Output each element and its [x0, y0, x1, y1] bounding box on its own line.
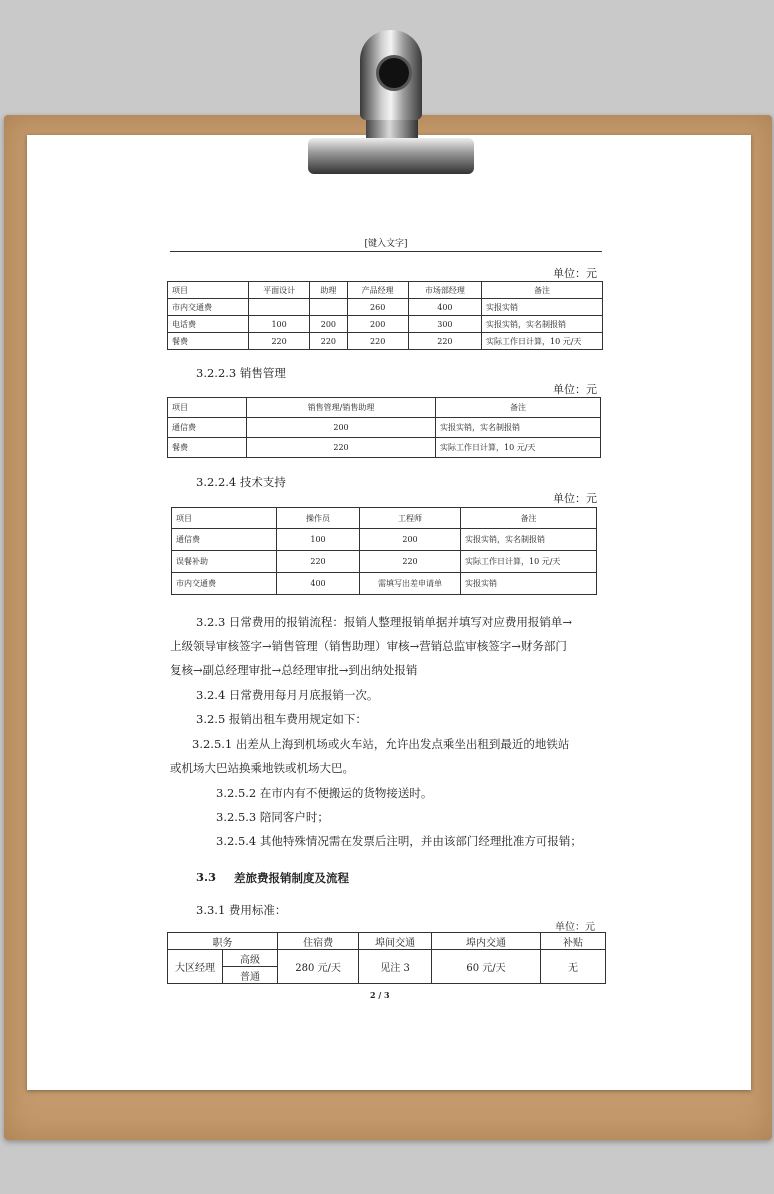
- cell: 误餐补助: [172, 551, 277, 573]
- header-cell: 项目: [168, 398, 247, 418]
- cell: 60 元/天: [432, 950, 541, 984]
- cell: 实报实销: [461, 573, 597, 595]
- section-heading-331: 3.3.1 费用标准：: [196, 903, 287, 917]
- para-323-line2: 上级领导审核签字→销售管理（销售助理）审核→营销总监审核签字→财务部门: [170, 639, 567, 653]
- cell: 实报实销: [482, 299, 603, 316]
- table-row: [172, 573, 597, 595]
- unit-label-2: 单位：元: [553, 383, 597, 396]
- table-row: [172, 508, 597, 529]
- table-row: [168, 299, 603, 316]
- cell: 400: [277, 573, 360, 595]
- cell: 实际工作日计算，10 元/天: [482, 333, 603, 350]
- cell: 餐费: [168, 333, 249, 350]
- header-cell: 销售管理/销售助理: [247, 398, 436, 418]
- cell: 100: [277, 529, 360, 551]
- cell: 200: [310, 316, 347, 333]
- cell: 餐费: [168, 438, 247, 458]
- para-325: 3.2.5 报销出租车费用规定如下：: [196, 712, 367, 726]
- cell: 实报实销，实名制报销: [482, 316, 603, 333]
- para-3251-line2: 或机场大巴站换乘地铁或机场大巴。: [170, 761, 354, 775]
- cell: 普通: [223, 967, 278, 984]
- cell: 市内交通费: [168, 299, 249, 316]
- cell: 实际工作日计算，10 元/天: [436, 438, 601, 458]
- unit-label-4: 单位：元: [555, 922, 595, 933]
- cell: 220: [277, 551, 360, 573]
- table-row: [172, 529, 597, 551]
- cell: 通信费: [168, 418, 247, 438]
- table-row: [172, 551, 597, 573]
- unit-label-3: 单位：元: [553, 492, 597, 505]
- header-cell: 埠间交通: [359, 933, 432, 950]
- header-cell: 埠内交通: [432, 933, 541, 950]
- header-cell: 操作员: [277, 508, 360, 529]
- cell: 260: [347, 299, 408, 316]
- cell: 200: [347, 316, 408, 333]
- header-cell: 备注: [482, 282, 603, 299]
- cell: 实报实销，实名制报销: [436, 418, 601, 438]
- cell: 400: [408, 299, 481, 316]
- cell: 大区经理: [168, 950, 223, 984]
- table-row: [168, 316, 603, 333]
- cell: 见注 3: [359, 950, 432, 984]
- table-row: [168, 398, 601, 418]
- unit-label-1: 单位：元: [553, 267, 597, 280]
- cell: 220: [347, 333, 408, 350]
- table-tech-support: [171, 507, 597, 595]
- header-cell: 住宿费: [278, 933, 359, 950]
- table-row: [168, 333, 603, 350]
- header-cell: 职务: [168, 933, 278, 950]
- clip-hole: [376, 55, 412, 91]
- cell: 220: [360, 551, 461, 573]
- cell: 220: [249, 333, 310, 350]
- cell: 220: [247, 438, 436, 458]
- para-3251-line1: 3.2.5.1 出差从上海到机场或火车站，允许出发点乘坐出租到最近的地铁站: [192, 737, 570, 751]
- header-cell: 项目: [172, 508, 277, 529]
- table-travel-standards: [167, 932, 606, 984]
- header-cell: 平面设计: [249, 282, 310, 299]
- cell: [310, 299, 347, 316]
- clip-base[interactable]: [308, 138, 474, 174]
- section-heading-3224: 3.2.2.4 技术支持: [196, 475, 286, 489]
- cell: 市内交通费: [172, 573, 277, 595]
- cell: 通信费: [172, 529, 277, 551]
- header-cell: 备注: [436, 398, 601, 418]
- header-cell: 工程师: [360, 508, 461, 529]
- cell: 无: [541, 950, 606, 984]
- table-row: [168, 950, 606, 967]
- cell: 电话费: [168, 316, 249, 333]
- page-header: [键入文字]: [170, 236, 602, 252]
- cell: 200: [360, 529, 461, 551]
- header-cell: 项目: [168, 282, 249, 299]
- section-heading-3223: 3.2.2.3 销售管理: [196, 366, 286, 380]
- para-324: 3.2.4 日常费用每月月底报销一次。: [196, 688, 379, 702]
- section-number-33: 3.3: [196, 870, 217, 884]
- cell: 实际工作日计算，10 元/天: [461, 551, 597, 573]
- table-row: [168, 282, 603, 299]
- para-323-line3: 复核→副总经理审批→总经理审批→到出纳处报销: [170, 663, 418, 677]
- header-cell: 助理: [310, 282, 347, 299]
- cell: 100: [249, 316, 310, 333]
- section-title-33: 差旅费报销制度及流程: [234, 871, 349, 885]
- header-cell: 市场部经理: [408, 282, 481, 299]
- table-row: [168, 933, 606, 950]
- table-row: [168, 438, 601, 458]
- cell: 280 元/天: [278, 950, 359, 984]
- cell: 300: [408, 316, 481, 333]
- page-number: 2 / 3: [370, 990, 390, 1000]
- header-cell: 备注: [461, 508, 597, 529]
- table-staff-expenses: [167, 281, 603, 350]
- table-row: [168, 418, 601, 438]
- cell: 实报实销，实名制报销: [461, 529, 597, 551]
- header-cell: 补贴: [541, 933, 606, 950]
- para-323-line1: 3.2.3 日常费用的报销流程：报销人整理报销单据并填写对应费用报销单→: [196, 615, 573, 629]
- para-3254: 3.2.5.4 其他特殊情况需在发票后注明，并由该部门经理批准方可报销；: [216, 834, 582, 848]
- para-3253: 3.2.5.3 陪同客户时；: [216, 810, 329, 824]
- para-3252: 3.2.5.2 在市内有不便搬运的货物接送时。: [216, 786, 433, 800]
- table-sales-management: [167, 397, 601, 458]
- cell: 200: [247, 418, 436, 438]
- header-cell: 产品经理: [347, 282, 408, 299]
- cell: 高级: [223, 950, 278, 967]
- cell: 220: [310, 333, 347, 350]
- cell: 需填写出差申请单: [360, 573, 461, 595]
- cell: [249, 299, 310, 316]
- cell: 220: [408, 333, 481, 350]
